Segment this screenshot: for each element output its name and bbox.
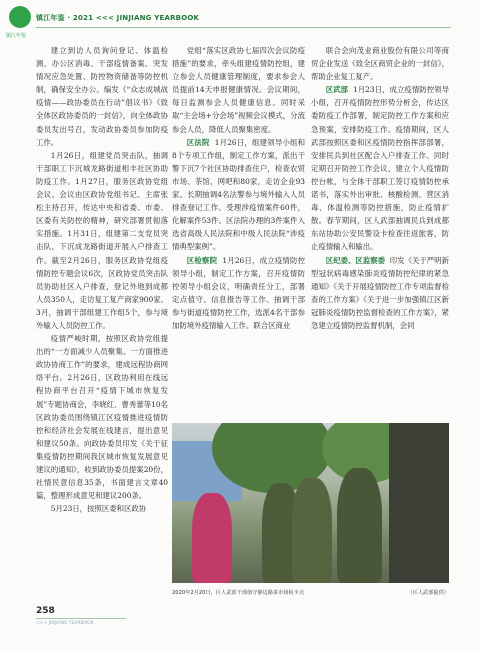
paragraph: 党组“落实区政协七届四次会议防疫措施”的要求，牵头组建疫情防控组，建立参会人员健康管理制度，要求参会人员提前14天申报健康情况。会议期间，每日监测参会人员健康信息。同时采取“主会场+分会场”视频会议模式，分流参会人员，降低人员聚集密度。 xyxy=(172,46,305,134)
paragraph-text: 印发《关于严明新型冠状病毒感染肺炎疫情防控纪律的紧急通知》《关于开展疫情防控工作专项监督检查的工作方案》《关于进一步加强镇江区新冠肺炎疫情防控监督检查的工作方案》，紧急建立疫情防控监督机制，会同 xyxy=(311,255,449,330)
caption-text: 2020年2月20日，区人武部干部值守静边路菜市场检卡点 xyxy=(172,590,305,596)
woman-figure xyxy=(192,493,232,583)
yearbook-logo-icon xyxy=(9,6,31,28)
footer-divider xyxy=(36,618,126,619)
paragraph: 建立到访人员询问登记、体温检测、办公区消毒、干部疫情备案、突发情况应急处置、防控物资储备等防控机制，确保安全办公。编发《“众志成城战疫情——政协委员在行动”倡议书》《致全体区政协委员的一封信》，向全体政协委员发出号召，发动政协委员参加防疫工作。 xyxy=(36,46,168,147)
soldier-figure xyxy=(337,468,382,583)
photo-caption xyxy=(172,589,449,596)
paragraph: 疫情严峻时期，按照区政协党组提出的“一方面减少人员聚集、一方面推进政协协商工作”的要求，建成远程协商网络平台。2月26日，区政协利用在线远程协商平台召开“疫情下城市恢复发展”专题协商会，李晓红、曹秀蕾等10名区政协委员围绕镇江区疫情推进疫情防控和经济社会发展在线建言，提出意见和建议50条。向政协委员印发《关于征集疫情防控期间我区城市恢复发展意见建议的通知》，收到政协委员提案20份，社情民意信息35条，书面建言文章40篇，整理形成意见和建议200条。 xyxy=(36,334,168,501)
paragraph-text: 1月26日，成立疫情防控领导小组，制定工作方案，召开疫情防控领导小组会议，明确责任分工，部署定点值守、信息报告等工作。抽调干部参与街道疫情防控工作，选派4名干部参加防境外疫情输入工作。联合区商业 xyxy=(172,255,305,330)
section-heading: 区武部 xyxy=(325,85,349,95)
soldier-figure xyxy=(292,478,332,583)
header-divider xyxy=(36,27,451,28)
paragraph: 联合会向茂业商业股份有限公司等商贸企业发送《致全区商贸企业的一封信》，帮助企业复工复产。 xyxy=(311,46,449,82)
column-3 xyxy=(311,44,449,332)
section-heading: 区检察院 xyxy=(186,255,218,265)
paragraph: 5月23日，按照区委和区政协 xyxy=(50,504,147,514)
footer-text: <<< JINJIANG YEARBOOK xyxy=(36,621,94,626)
paragraph: 1月26日，组建党员突击队，抽调干部职工下沉城龙路街道相丰社区协助防疫工作。1月27日，服务区政协党组会议。会议由区政协党组书记、主席张松主持召开，传达中央和省委、市委、区委有关防控的精神，研究部署贯彻落实措施。1月31日，组建第二支党员突击队，下沉成龙路街道开展入户排查工作。截至2月26日，服务区政协党组疫情防控专题会议6次，区政协党员突击队员协助社区入户排查，登记外地到成都人员350人，走访复工复产商家900家。3月，抽调干部组建工作组5个，参与境外输入人员防控工作。 xyxy=(36,150,168,330)
paragraph-text: 1月23日，成立疫情防控领导小组，召开疫情防控形势分析会，传达区委防疫工作部署，制定防控工作方案和应急预案，安排防疫工作。疫情期间，区人武部按照区委和区疫情防控指挥部部署，安排民兵到社区配合入户排查工作。同时定期召开防控工作会议，建立个人疫情防控台帐，与全体干部职工签订疫情防控承诺书，落实外出审批、核酸检测、营区消毒、体温检测等防控措施，防止疫情扩散。春节期间，区人武部抽调民兵到成都东站协助公安民警设卡检查往返旅客，防止疫情输入和输出。 xyxy=(311,85,449,252)
photo-credit: （区人武部提供） xyxy=(407,590,449,596)
section-discipline-commission xyxy=(311,254,449,333)
section-heading: 区法院 xyxy=(186,137,210,147)
section-heading: 区纪委、区监察委 xyxy=(325,255,386,265)
checkpoint-photo xyxy=(172,423,449,583)
page-number: 258 xyxy=(36,606,55,616)
page-header xyxy=(0,0,480,44)
shelter-wall xyxy=(389,423,449,583)
column-1 xyxy=(36,44,168,515)
section-court xyxy=(172,136,305,254)
column-2 xyxy=(172,44,305,332)
running-header: 镇江年鉴 · 2021 <<< JINJIANG YEARBOOK xyxy=(36,14,200,22)
section-armed-forces xyxy=(311,83,449,253)
section-procuratorate xyxy=(172,254,305,333)
logo-text: 镇江年鉴 xyxy=(6,33,27,39)
paragraph-text: 1月26日，组建领导小组和8个专项工作组，制定工作方案，派出干警下沉7个社区协助排查住户，检查农贸市场、茶馆、网吧和80家，走访企业93家。长期抽调4名法警参与境外输入人员排查登记工作。受理涉疫情案件60件，化解案件53件。区法院办理的3件案件入选省高级人民法院和中级人民法院“涉疫情典型案例”。 xyxy=(172,137,305,252)
